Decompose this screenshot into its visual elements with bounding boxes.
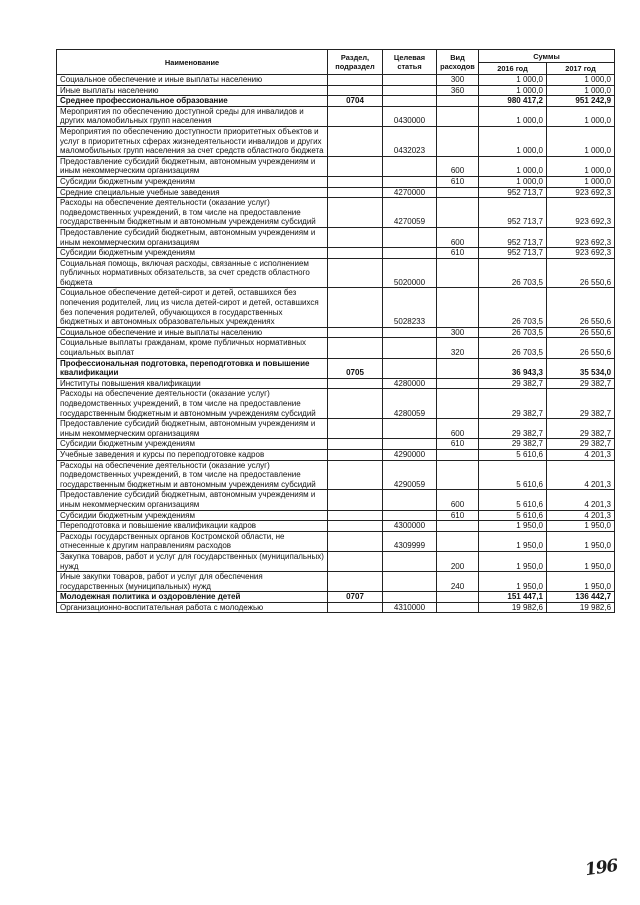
row-section (328, 439, 383, 450)
row-sum-2016: 980 417,2 (479, 96, 547, 107)
row-name: Социальное обеспечение и иные выплаты населению (57, 75, 328, 86)
row-sum-2016: 952 713,7 (479, 198, 547, 228)
row-sum-2017: 951 242,9 (547, 96, 615, 107)
table-row (57, 126, 615, 156)
row-sum-2017: 1 950,0 (547, 551, 615, 571)
row-kind (437, 592, 479, 603)
row-name: Субсидии бюджетным учреждениям (57, 510, 328, 521)
row-name: Субсидии бюджетным учреждениям (57, 176, 328, 187)
row-article: 4270000 (383, 187, 437, 198)
row-section (328, 389, 383, 419)
table-row (57, 572, 615, 592)
row-name: Социальные выплаты гражданам, кроме публичных нормативных социальных выплат (57, 338, 328, 358)
header-section: Раздел, подраздел (328, 50, 383, 75)
row-section (328, 490, 383, 510)
row-name: Предоставление субсидий бюджетным, автономным учреждениям и иным некоммерческим организациям (57, 156, 328, 176)
row-kind: 300 (437, 75, 479, 86)
table-row (57, 531, 615, 551)
row-sum-2017: 4 201,3 (547, 449, 615, 460)
row-name: Предоставление субсидий бюджетным, автономным учреждениям и иным некоммерческим организациям (57, 490, 328, 510)
row-article (383, 156, 437, 176)
row-sum-2017: 29 382,7 (547, 378, 615, 389)
row-kind (437, 449, 479, 460)
table-row (57, 75, 615, 86)
row-kind: 610 (437, 510, 479, 521)
row-section (328, 460, 383, 490)
table-row (57, 510, 615, 521)
row-sum-2016: 1 000,0 (479, 176, 547, 187)
row-section (328, 531, 383, 551)
row-name: Мероприятия по обеспечению доступности приоритетных объектов и услуг в приоритетных сферах жизнедеятельности инвалидов и других маломобильных групп населения за счет средств областного бюджета (57, 126, 328, 156)
table-row (57, 592, 615, 603)
row-article: 4310000 (383, 602, 437, 613)
row-section (328, 227, 383, 247)
row-section (328, 378, 383, 389)
row-article (383, 358, 437, 378)
row-name: Расходы на обеспечение деятельности (оказание услуг) подведомственных учреждений, в том числе на предоставление государственным бюджетным и автономным учреждениям субсидий (57, 389, 328, 419)
row-name: Иные выплаты населению (57, 85, 328, 96)
row-article: 5020000 (383, 258, 437, 288)
row-article: 4300000 (383, 521, 437, 532)
table-row (57, 439, 615, 450)
row-article: 0430000 (383, 106, 437, 126)
row-kind: 610 (437, 439, 479, 450)
row-section (328, 258, 383, 288)
row-sum-2017: 1 000,0 (547, 106, 615, 126)
row-sum-2016: 36 943,3 (479, 358, 547, 378)
row-section (328, 126, 383, 156)
row-kind (437, 531, 479, 551)
handwritten-page-number: 196 (583, 855, 619, 881)
table-row (57, 156, 615, 176)
row-sum-2017: 1 950,0 (547, 572, 615, 592)
row-name: Расходы на обеспечение деятельности (оказание услуг) подведомственных учреждений, в том числе на предоставление государственным бюджетным и автономным учреждениям субсидий (57, 198, 328, 228)
row-article (383, 227, 437, 247)
row-sum-2016: 1 000,0 (479, 106, 547, 126)
header-article: Целевая статья (383, 50, 437, 75)
row-section (328, 156, 383, 176)
row-kind: 600 (437, 227, 479, 247)
row-kind (437, 126, 479, 156)
table-row (57, 521, 615, 532)
row-article (383, 592, 437, 603)
row-kind (437, 187, 479, 198)
row-section (328, 288, 383, 327)
row-kind (437, 602, 479, 613)
table-row (57, 327, 615, 338)
row-article (383, 490, 437, 510)
row-sum-2017: 4 201,3 (547, 490, 615, 510)
row-section (328, 176, 383, 187)
table-row (57, 288, 615, 327)
row-sum-2016: 151 447,1 (479, 592, 547, 603)
row-kind: 320 (437, 338, 479, 358)
row-kind: 240 (437, 572, 479, 592)
header-year-2017: 2017 год (547, 63, 615, 75)
row-sum-2017: 1 000,0 (547, 176, 615, 187)
row-section (328, 449, 383, 460)
row-name: Расходы на обеспечение деятельности (оказание услуг) подведомственных учреждений, в том числе на предоставление государственным бюджетным и автономным учреждениям субсидий (57, 460, 328, 490)
table-row (57, 248, 615, 259)
table-row (57, 460, 615, 490)
row-article (383, 419, 437, 439)
table-row (57, 419, 615, 439)
row-sum-2016: 1 000,0 (479, 75, 547, 86)
row-kind (437, 521, 479, 532)
row-sum-2016: 26 703,5 (479, 338, 547, 358)
row-kind (437, 358, 479, 378)
row-kind (437, 378, 479, 389)
row-sum-2017: 4 201,3 (547, 460, 615, 490)
row-kind (437, 106, 479, 126)
row-sum-2017: 26 550,6 (547, 338, 615, 358)
row-section (328, 510, 383, 521)
row-name: Субсидии бюджетным учреждениям (57, 248, 328, 259)
row-sum-2016: 1 950,0 (479, 572, 547, 592)
row-sum-2016: 29 382,7 (479, 419, 547, 439)
header-sums: Суммы (479, 50, 615, 63)
row-sum-2017: 26 550,6 (547, 258, 615, 288)
row-sum-2016: 952 713,7 (479, 248, 547, 259)
row-sum-2017: 923 692,3 (547, 198, 615, 228)
row-section: 0705 (328, 358, 383, 378)
row-sum-2016: 1 950,0 (479, 531, 547, 551)
row-sum-2017: 923 692,3 (547, 248, 615, 259)
row-sum-2017: 923 692,3 (547, 227, 615, 247)
row-sum-2016: 1 000,0 (479, 156, 547, 176)
row-sum-2017: 1 000,0 (547, 126, 615, 156)
header-year-2016: 2016 год (479, 63, 547, 75)
table-row (57, 176, 615, 187)
row-sum-2016: 1 950,0 (479, 521, 547, 532)
row-article: 4280000 (383, 378, 437, 389)
row-kind: 600 (437, 419, 479, 439)
row-kind: 360 (437, 85, 479, 96)
row-section (328, 75, 383, 86)
table-row (57, 198, 615, 228)
row-sum-2017: 19 982,6 (547, 602, 615, 613)
row-sum-2016: 5 610,6 (479, 449, 547, 460)
row-sum-2017: 136 442,7 (547, 592, 615, 603)
row-sum-2017: 1 000,0 (547, 85, 615, 96)
row-section (328, 198, 383, 228)
row-section: 0704 (328, 96, 383, 107)
row-section (328, 327, 383, 338)
row-kind (437, 460, 479, 490)
row-name: Субсидии бюджетным учреждениям (57, 439, 328, 450)
row-sum-2016: 26 703,5 (479, 288, 547, 327)
row-sum-2016: 1 000,0 (479, 85, 547, 96)
table-row (57, 258, 615, 288)
row-article: 5028233 (383, 288, 437, 327)
row-article (383, 551, 437, 571)
row-article (383, 338, 437, 358)
budget-page (56, 49, 614, 613)
row-sum-2016: 952 713,7 (479, 227, 547, 247)
table-header (57, 50, 615, 75)
row-sum-2017: 29 382,7 (547, 419, 615, 439)
row-sum-2017: 4 201,3 (547, 510, 615, 521)
row-name: Средние специальные учебные заведения (57, 187, 328, 198)
row-section (328, 572, 383, 592)
row-sum-2016: 1 950,0 (479, 551, 547, 571)
row-name: Расходы государственных органов Костромской области, не отнесенные к другим направлениям расходов (57, 531, 328, 551)
row-article (383, 327, 437, 338)
row-kind (437, 389, 479, 419)
table-row (57, 358, 615, 378)
table-row (57, 96, 615, 107)
row-section (328, 338, 383, 358)
header-name: Наименование (57, 50, 328, 75)
row-sum-2016: 29 382,7 (479, 389, 547, 419)
row-name: Профессиональная подготовка, переподготовка и повышение квалификации (57, 358, 328, 378)
table-row (57, 85, 615, 96)
row-name: Социальная помощь, включая расходы, связанные с исполнением публичных нормативных обязательств, за счет средств областного бюджета (57, 258, 328, 288)
table-row (57, 602, 615, 613)
row-sum-2016: 26 703,5 (479, 258, 547, 288)
row-article: 4280059 (383, 389, 437, 419)
row-name: Социальное обеспечение и иные выплаты населению (57, 327, 328, 338)
row-name: Среднее профессиональное образование (57, 96, 328, 107)
row-sum-2016: 29 382,7 (479, 378, 547, 389)
row-sum-2017: 35 534,0 (547, 358, 615, 378)
row-section (328, 419, 383, 439)
table-row (57, 106, 615, 126)
row-article (383, 96, 437, 107)
row-kind (437, 258, 479, 288)
table-row (57, 490, 615, 510)
row-kind (437, 288, 479, 327)
row-section (328, 551, 383, 571)
table-body (57, 75, 615, 613)
row-name: Закупка товаров, работ и услуг для государственных (муниципальных) нужд (57, 551, 328, 571)
table-row (57, 338, 615, 358)
row-sum-2017: 26 550,6 (547, 327, 615, 338)
row-kind: 610 (437, 248, 479, 259)
row-sum-2016: 5 610,6 (479, 490, 547, 510)
row-name: Учебные заведения и курсы по переподготовке кадров (57, 449, 328, 460)
row-article (383, 176, 437, 187)
row-name: Молодежная политика и оздоровление детей (57, 592, 328, 603)
row-article: 4290000 (383, 449, 437, 460)
table-row (57, 378, 615, 389)
row-name: Иные закупки товаров, работ и услуг для обеспечения государственных (муниципальных) нужд (57, 572, 328, 592)
row-sum-2017: 26 550,6 (547, 288, 615, 327)
row-sum-2016: 5 610,6 (479, 510, 547, 521)
row-kind (437, 198, 479, 228)
row-kind: 300 (437, 327, 479, 338)
row-section (328, 521, 383, 532)
row-section (328, 187, 383, 198)
row-sum-2017: 29 382,7 (547, 439, 615, 450)
row-name: Институты повышения квалификации (57, 378, 328, 389)
row-article: 4290059 (383, 460, 437, 490)
row-sum-2017: 1 000,0 (547, 156, 615, 176)
row-kind (437, 96, 479, 107)
header-kind: Вид расходов (437, 50, 479, 75)
row-article (383, 572, 437, 592)
row-section (328, 248, 383, 259)
row-article: 0432023 (383, 126, 437, 156)
row-sum-2017: 1 950,0 (547, 531, 615, 551)
row-article (383, 510, 437, 521)
row-article (383, 75, 437, 86)
row-article (383, 248, 437, 259)
row-sum-2016: 26 703,5 (479, 327, 547, 338)
row-sum-2016: 952 713,7 (479, 187, 547, 198)
table-row (57, 389, 615, 419)
row-sum-2016: 5 610,6 (479, 460, 547, 490)
row-sum-2016: 29 382,7 (479, 439, 547, 450)
row-section (328, 85, 383, 96)
row-sum-2017: 1 000,0 (547, 75, 615, 86)
row-name: Предоставление субсидий бюджетным, автономным учреждениям и иным некоммерческим организациям (57, 227, 328, 247)
row-section (328, 106, 383, 126)
table-row (57, 551, 615, 571)
row-article (383, 85, 437, 96)
row-sum-2016: 19 982,6 (479, 602, 547, 613)
budget-table (56, 49, 615, 613)
row-kind: 200 (437, 551, 479, 571)
row-section: 0707 (328, 592, 383, 603)
row-sum-2016: 1 000,0 (479, 126, 547, 156)
table-row (57, 187, 615, 198)
row-kind: 610 (437, 176, 479, 187)
row-section (328, 602, 383, 613)
row-article: 4309999 (383, 531, 437, 551)
row-name: Организационно-воспитательная работа с молодежью (57, 602, 328, 613)
row-sum-2017: 923 692,3 (547, 187, 615, 198)
row-kind: 600 (437, 490, 479, 510)
row-sum-2017: 1 950,0 (547, 521, 615, 532)
row-kind: 600 (437, 156, 479, 176)
row-sum-2017: 29 382,7 (547, 389, 615, 419)
row-name: Социальное обеспечение детей-сирот и детей, оставшихся без попечения родителей, лиц из числа детей-сирот и детей, оставшихся без попечения родителей, обучающихся в государственных бюджетных и автономных образовательных учреждениях (57, 288, 328, 327)
row-article: 4270059 (383, 198, 437, 228)
row-name: Предоставление субсидий бюджетным, автономным учреждениям и иным некоммерческим организациям (57, 419, 328, 439)
table-row (57, 449, 615, 460)
table-row (57, 227, 615, 247)
row-name: Мероприятия по обеспечению доступной среды для инвалидов и других маломобильных групп населения (57, 106, 328, 126)
row-article (383, 439, 437, 450)
row-name: Переподготовка и повышение квалификации кадров (57, 521, 328, 532)
